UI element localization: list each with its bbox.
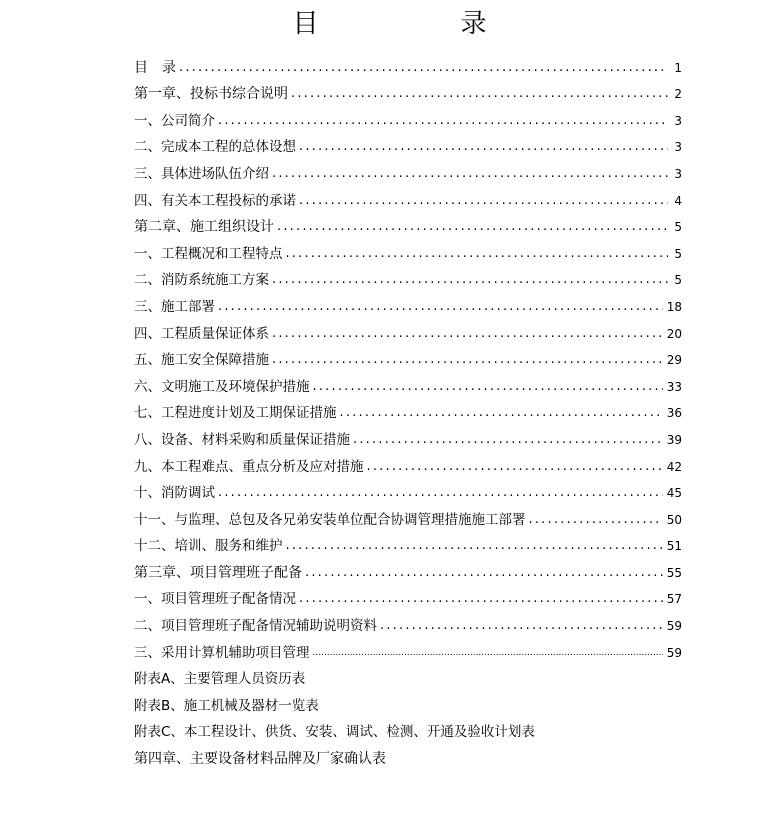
toc-entry-label: 四、有关本工程投标的承诺 — [134, 192, 296, 209]
toc-entry-label: 附表A、主要管理人员资历表 — [134, 671, 306, 688]
toc-entry-label: 十二、培训、服务和维护 — [134, 538, 283, 555]
toc-entry-label: 八、设备、材料采购和质量保证措施 — [134, 431, 350, 448]
toc-entry-page-number: 4 — [674, 193, 682, 208]
toc-entry[interactable] — [134, 715, 682, 742]
toc-entry[interactable] — [134, 343, 682, 370]
toc-entry[interactable] — [134, 263, 682, 290]
toc-dot-leader — [305, 564, 663, 582]
toc-entry-label: 六、文明施工及环境保护措施 — [134, 378, 310, 395]
toc-entry-label: 四、工程质量保证体系 — [134, 325, 269, 342]
toc-entry-page-number: 29 — [666, 353, 682, 368]
toc-dot-leader — [299, 192, 668, 210]
toc-entry-page-number: 3 — [674, 166, 682, 181]
toc-dot-leader — [353, 431, 663, 449]
toc-dot-leader — [299, 590, 663, 608]
toc-entry-page-number: 39 — [666, 432, 682, 447]
toc-entry-page-number: 51 — [666, 539, 682, 554]
toc-entry[interactable] — [134, 210, 682, 237]
toc-entry[interactable] — [134, 608, 682, 635]
toc-entry[interactable] — [134, 396, 682, 423]
toc-entry[interactable] — [134, 476, 682, 503]
toc-entry[interactable] — [134, 635, 682, 662]
toc-entry-label: 第一章、投标书综合说明 — [134, 86, 288, 103]
toc-entry[interactable] — [134, 316, 682, 343]
toc-entry-page-number: 5 — [674, 273, 682, 288]
toc-dot-leader — [313, 644, 663, 662]
toc-entry[interactable] — [134, 236, 682, 263]
toc-entry[interactable] — [134, 662, 682, 689]
toc-entry-label: 二、完成本工程的总体设想 — [134, 139, 296, 156]
toc-entry-page-number: 1 — [674, 60, 682, 75]
toc-entry[interactable] — [134, 369, 682, 396]
toc-dot-leader — [286, 245, 669, 263]
toc-entry-page-number: 50 — [666, 512, 682, 527]
toc-entry-page-number: 2 — [674, 87, 682, 102]
toc-entry[interactable] — [134, 502, 682, 529]
toc-dot-leader — [529, 511, 663, 529]
toc-entry-label: 三、施工部署 — [134, 298, 215, 315]
toc-entry-page-number: 36 — [666, 406, 682, 421]
toc-entry-page-number: 55 — [666, 565, 682, 580]
toc-dot-leader — [286, 537, 663, 555]
toc-dot-leader — [272, 325, 663, 343]
page-title: 目 录 — [292, 9, 545, 39]
toc-entry-page-number: 5 — [674, 246, 682, 261]
toc-entry[interactable] — [134, 688, 682, 715]
toc-entry[interactable] — [134, 582, 682, 609]
toc-entry[interactable] — [134, 130, 682, 157]
toc-entry[interactable] — [134, 77, 682, 104]
toc-entry[interactable] — [134, 529, 682, 556]
toc-entry-label: 七、工程进度计划及工期保证措施 — [134, 405, 337, 422]
toc-entry-label: 一、工程概况和工程特点 — [134, 245, 283, 262]
table-of-contents — [134, 50, 682, 768]
toc-dot-leader — [272, 271, 668, 289]
toc-entry-label: 附表C、本工程设计、供货、安装、调试、检测、开通及验收计划表 — [134, 724, 535, 741]
toc-dot-leader — [380, 617, 663, 635]
toc-dot-leader — [299, 138, 668, 156]
toc-entry-page-number: 59 — [666, 645, 682, 660]
toc-entry-label: 三、采用计算机辅助项目管理 — [134, 644, 310, 661]
toc-entry-label: 十一、与监理、总包及各兄弟安装单位配合协调管理措施施工部署 — [134, 511, 526, 528]
toc-dot-leader — [367, 458, 663, 476]
toc-entry-page-number: 3 — [674, 113, 682, 128]
toc-entry[interactable] — [134, 183, 682, 210]
toc-entry-label: 九、本工程难点、重点分析及应对措施 — [134, 458, 364, 475]
toc-entry[interactable] — [134, 103, 682, 130]
toc-entry-page-number: 33 — [666, 379, 682, 394]
toc-dot-leader — [218, 484, 663, 502]
toc-entry-page-number: 5 — [674, 220, 682, 235]
toc-dot-leader — [272, 165, 668, 183]
toc-dot-leader — [277, 218, 668, 236]
toc-entry[interactable] — [134, 741, 682, 768]
toc-entry[interactable] — [134, 156, 682, 183]
toc-entry[interactable] — [134, 50, 682, 77]
toc-entry-page-number: 3 — [674, 140, 682, 155]
toc-entry-page-number: 42 — [666, 459, 682, 474]
toc-entry-label: 第三章、项目管理班子配备 — [134, 564, 302, 581]
toc-entry-label: 一、公司简介 — [134, 112, 215, 129]
toc-entry-label: 第四章、主要设备材料品牌及厂家确认表 — [134, 751, 386, 768]
toc-entry-label: 附表B、施工机械及器材一览表 — [134, 697, 319, 714]
toc-entry-label: 二、消防系统施工方案 — [134, 272, 269, 289]
toc-entry-label: 目 录 — [134, 59, 176, 76]
toc-dot-leader — [272, 351, 663, 369]
toc-dot-leader — [340, 404, 663, 422]
toc-entry-label: 十、消防调试 — [134, 485, 215, 502]
toc-entry-page-number: 45 — [666, 486, 682, 501]
toc-entry-label: 一、项目管理班子配备情况 — [134, 591, 296, 608]
toc-entry[interactable] — [134, 289, 682, 316]
toc-entry-label: 三、具体进场队伍介绍 — [134, 165, 269, 182]
toc-entry[interactable] — [134, 555, 682, 582]
toc-dot-leader — [218, 112, 668, 130]
toc-dot-leader — [313, 378, 663, 396]
toc-entry-page-number: 59 — [666, 619, 682, 634]
toc-entry[interactable] — [134, 422, 682, 449]
toc-dot-leader — [218, 298, 663, 316]
toc-entry-label: 二、项目管理班子配备情况辅助说明资料 — [134, 618, 377, 635]
toc-entry-page-number: 18 — [666, 299, 682, 314]
toc-entry-page-number: 57 — [666, 592, 682, 607]
toc-dot-leader — [179, 59, 668, 77]
toc-entry[interactable] — [134, 449, 682, 476]
toc-entry-label: 第二章、施工组织设计 — [134, 219, 274, 236]
toc-dot-leader — [291, 85, 668, 103]
toc-entry-label: 五、施工安全保障措施 — [134, 352, 269, 369]
toc-entry-page-number: 20 — [666, 326, 682, 341]
